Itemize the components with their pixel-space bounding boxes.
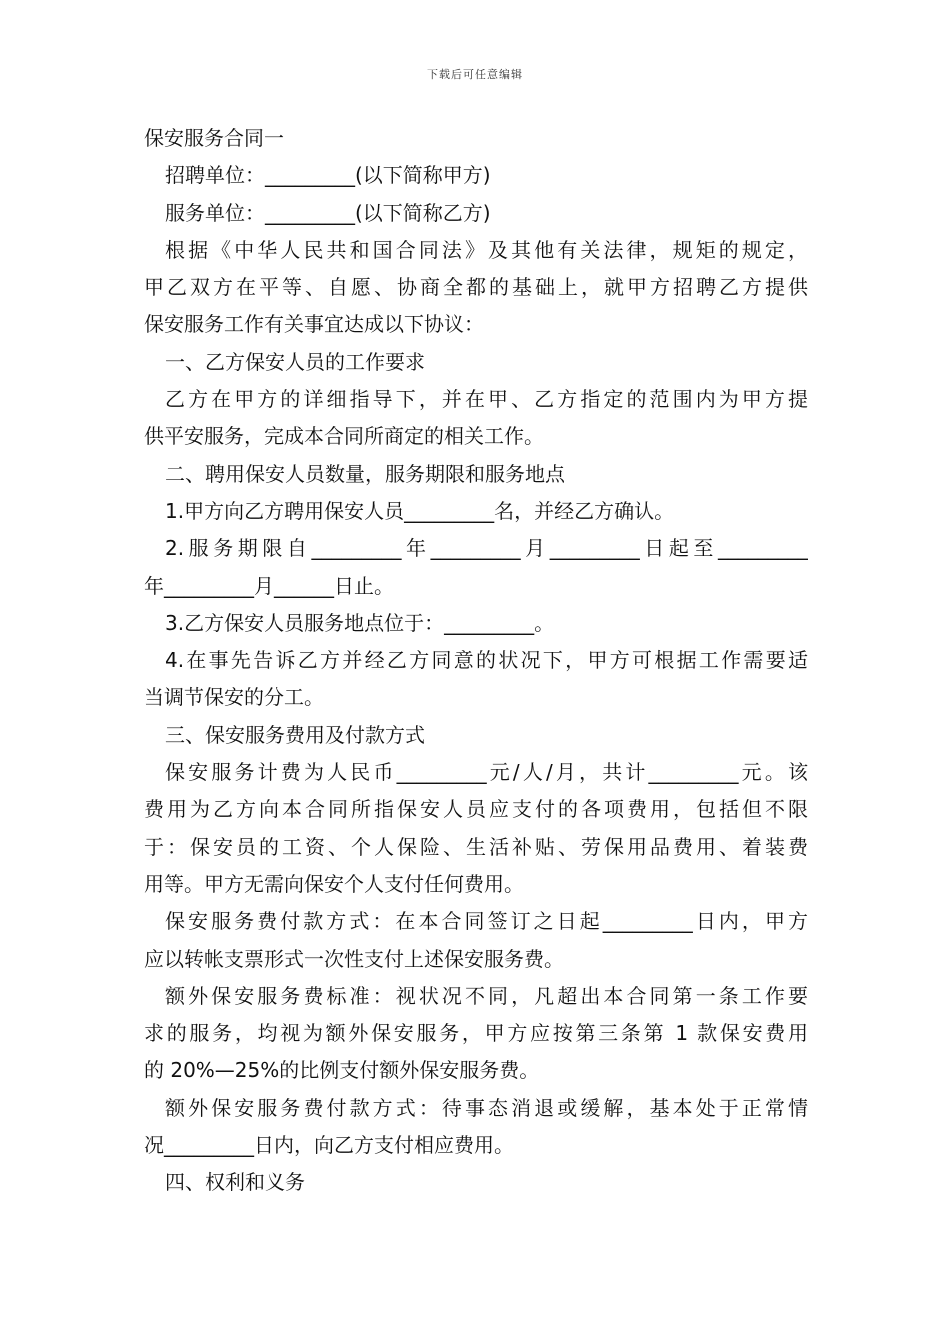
section-2-heading: 二、聘用保安人员数量，服务期限和服务地点: [165, 461, 565, 486]
section-2-item-2-line-1: 2.服务期限自_________年_________月_________日起至_________: [165, 536, 808, 561]
section-2-item-4-line-2: 当调节保安的分工。: [144, 685, 324, 710]
section-2-item-3: 3.乙方保安人员服务地点位于：_________。: [165, 610, 555, 635]
section-3-payment-line-2: 应以转帐支票形式一次性支付上述保安服务费。: [144, 946, 564, 971]
section-3-payment-line-1: 保安服务费付款方式：在本合同签订之日起_________日内，甲方: [165, 909, 808, 934]
section-2-item-1: 1.甲方向乙方聘用保安人员_________名，并经乙方确认。: [165, 498, 675, 523]
section-3-fee-line-1: 保安服务计费为人民币_________元/人/月，共计_________元。该: [165, 760, 808, 785]
section-3-extra-standard-line-3: 的 20%—25%的比例支付额外保安服务费。: [144, 1058, 540, 1083]
section-3-fee-line-4: 用等。甲方无需向保安个人支付任何费用。: [144, 871, 524, 896]
section-1-line-1: 乙方在甲方的详细指导下，并在甲、乙方指定的范围内为甲方提: [165, 387, 808, 412]
section-1-heading: 一、乙方保安人员的工作要求: [165, 349, 425, 374]
intro-line-3: 保安服务工作有关事宜达成以下协议：: [144, 312, 484, 337]
contract-title: 保安服务合同一: [144, 126, 284, 150]
provider-line: 服务单位：_________(以下简称乙方): [165, 200, 491, 225]
section-3-extra-payment-line-1: 额外保安服务费付款方式：待事态消退或缓解，基本处于正常情: [165, 1095, 808, 1120]
intro-line-2: 甲乙双方在平等、自愿、协商全都的基础上，就甲方招聘乙方提供: [144, 275, 808, 300]
section-3-extra-standard-line-2: 求的服务，均视为额外保安服务，甲方应按第三条第 1 款保安费用: [144, 1021, 808, 1046]
section-4-heading: 四、权利和义务: [165, 1170, 305, 1195]
section-2-item-4-line-1: 4.在事先告诉乙方并经乙方同意的状况下，甲方可根据工作需要适: [165, 648, 808, 673]
intro-line-1: 根据《中华人民共和国合同法》及其他有关法律，规矩的规定，: [165, 237, 808, 262]
page-header-note: 下载后可任意编辑: [427, 68, 523, 81]
contract-body: [144, 120, 808, 1202]
section-3-extra-payment-line-2: 况_________日内，向乙方支付相应费用。: [144, 1133, 514, 1158]
section-1-line-2: 供平安服务，完成本合同所商定的相关工作。: [144, 424, 544, 449]
section-3-fee-line-3: 于：保安员的工资、个人保险、生活补贴、劳保用品费用、着装费: [144, 834, 808, 859]
section-3-heading: 三、保安服务费用及付款方式: [165, 722, 425, 747]
section-2-item-2-line-2: 年_________月______日止。: [144, 573, 394, 598]
section-3-extra-standard-line-1: 额外保安服务费标准：视状况不同，凡超出本合同第一条工作要: [165, 983, 808, 1008]
employer-line: 招聘单位：_________(以下简称甲方): [165, 163, 491, 188]
section-3-fee-line-2: 费用为乙方向本合同所指保安人员应支付的各项费用，包括但不限: [144, 797, 808, 822]
